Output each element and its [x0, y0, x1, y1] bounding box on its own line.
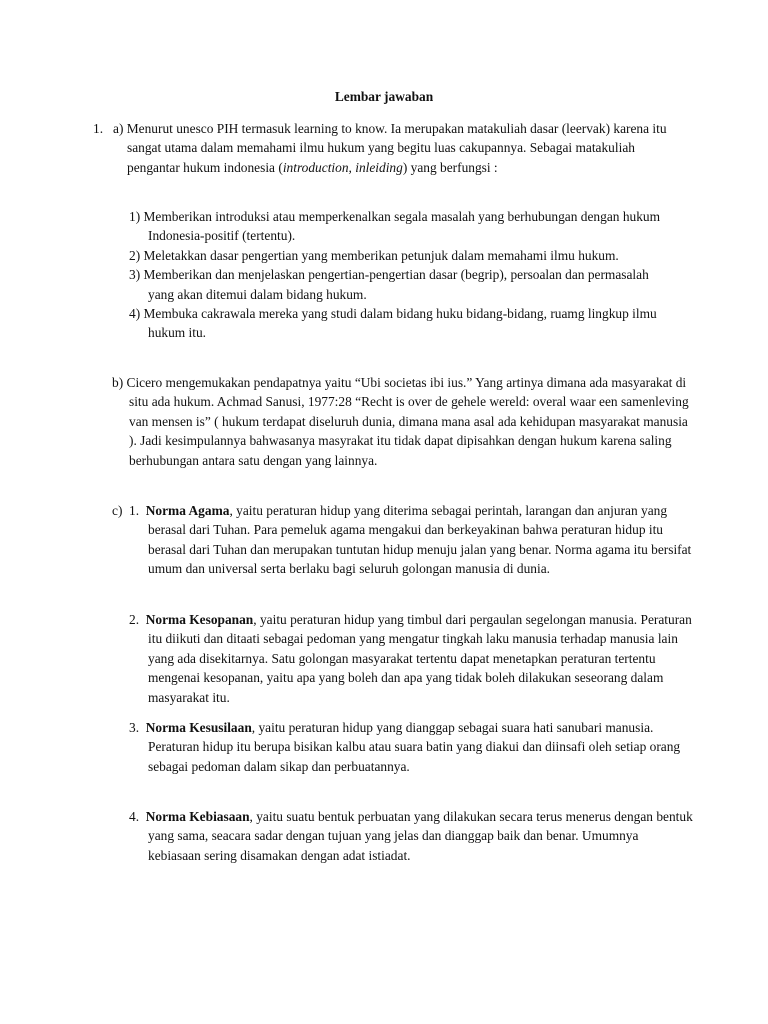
norm-term: Norma Kebiasaan	[145, 809, 250, 824]
answer-a-list	[129, 207, 674, 343]
list-text: Memberikan dan menjelaskan pengertian-pengertian dasar (begrip), persoalan dan permasalah yang akan ditemui dalam bidang hukum.	[143, 267, 649, 302]
list-text: Meletakkan dasar pengertian yang memberikan petunjuk dalam memahami ilmu hukum.	[143, 247, 619, 263]
norm-text: , yaitu peraturan hidup yang diterima sebagai perintah, larangan dan anjuran yang berasal dari Tuhan. Para pemeluk agama mengakui dan berkeyakinan bahwa peraturan hidup itu berasal dari Tuhan dan merupakan tuntutan hidup menuju jalan yang benar. Norma agama itu bersifat umum dan universal serta berlaku bagi seluruh golongan manusia di dunia.	[148, 503, 692, 577]
list-number: 1)	[129, 209, 141, 224]
list-number: 2)	[129, 247, 141, 263]
norm-text: , yaitu suatu bentuk perbuatan yang dilakukan secara terus menerus dengan bentuk yang sama, seacara sadar dengan tujuan yang jelas dan dianggap baik dan benar. Umumnya kebiasaan sering disamakan dengan adat istiadat.	[148, 809, 693, 863]
norm-item	[129, 807, 693, 865]
list-item	[129, 304, 674, 343]
answer-a-italic: introduction, inleiding	[282, 159, 403, 175]
norm-number: 2.	[129, 612, 140, 627]
norm-number: 3.	[129, 720, 140, 735]
norm-text: , yaitu peraturan hidup yang timbul dari pergaulan segelongan manusia. Peraturan itu diikuti dan ditaati sebagai pedoman yang mengatur tingkah laku manusia terhadap manusia lain yang ada disekitarnya. Satu golongan masyarakat tertentu dapat menetapkan peraturan tertentu mengenai kesopanan, yaitu apa yang boleh dan apa yang tidak boleh dilakukan seseorang dalam masyarakat itu.	[148, 612, 692, 705]
list-item	[129, 265, 674, 304]
answer-a-text: Menurut unesco PIH termasuk learning to know. Ia merupakan matakuliah dasar (leervak) karena itu sangat utama dalam memahami ilmu hukum yang begitu luas cakupannya. Sebagai matakuliah pengantar hukum indonesia (	[126, 121, 667, 175]
norm-number: 1.	[129, 503, 140, 518]
list-text: Memberikan introduksi atau memperkenalkan segala masalah yang berhubungan dengan hukum Indonesia-positif (tertentu).	[143, 209, 661, 244]
norm-item	[129, 501, 693, 579]
answer-b-text: Cicero mengemukakan pendapatnya yaitu “Ubi societas ibi ius.” Yang artinya dimana ada masyarakat di situ ada hukum. Achmad Sanusi, 1977:28 “Recht is over de gehele wereld: overal waar een samenleving van mensen is” ( hukum terdapat diseluruh dunia, dimana mana asal ada kehidupan masyarakat manusia ). Jadi kesimpulannya bahwasanya masyrakat itu tidak dapat dipisahkan dengan hukum karena saling berhubungan antara satu dengan yang lainnya.	[126, 375, 689, 468]
answer-b-paragraph	[112, 373, 693, 470]
norm-term: Norma Kesopanan	[145, 612, 254, 627]
answer-a-text-end: ) yang berfungsi :	[402, 159, 498, 175]
list-number: 4)	[129, 306, 141, 322]
norm-term: Norma Agama	[145, 503, 230, 518]
answer-b-label: b)	[112, 375, 124, 390]
list-item	[129, 246, 674, 265]
list-text: Membuka cakrawala mereka yang studi dalam bidang huku bidang-bidang, ruamg lingkup ilmu hukum itu.	[143, 306, 657, 341]
norm-text: , yaitu peraturan hidup yang dianggap sebagai suara hati sanubari manusia. Peraturan hidup itu berupa bisikan kalbu atau suara batin yang diakui dan diinsafi oleh setiap orang sebagai pedoman dalam sikap dan perbuatannya.	[148, 720, 681, 774]
list-item	[129, 207, 674, 246]
answer-a-label: a)	[113, 121, 124, 136]
page-title: Lembar jawaban	[334, 89, 434, 104]
question-number: 1.	[93, 121, 104, 136]
question-1-a	[93, 119, 683, 177]
answer-c-label: c)	[112, 503, 123, 518]
answer-a-paragraph	[113, 119, 683, 177]
norm-number: 4.	[129, 809, 140, 824]
list-number: 3)	[129, 267, 141, 283]
norm-item	[129, 718, 693, 776]
norm-item	[129, 610, 693, 707]
norm-term: Norma Kesusilaan	[145, 720, 252, 735]
